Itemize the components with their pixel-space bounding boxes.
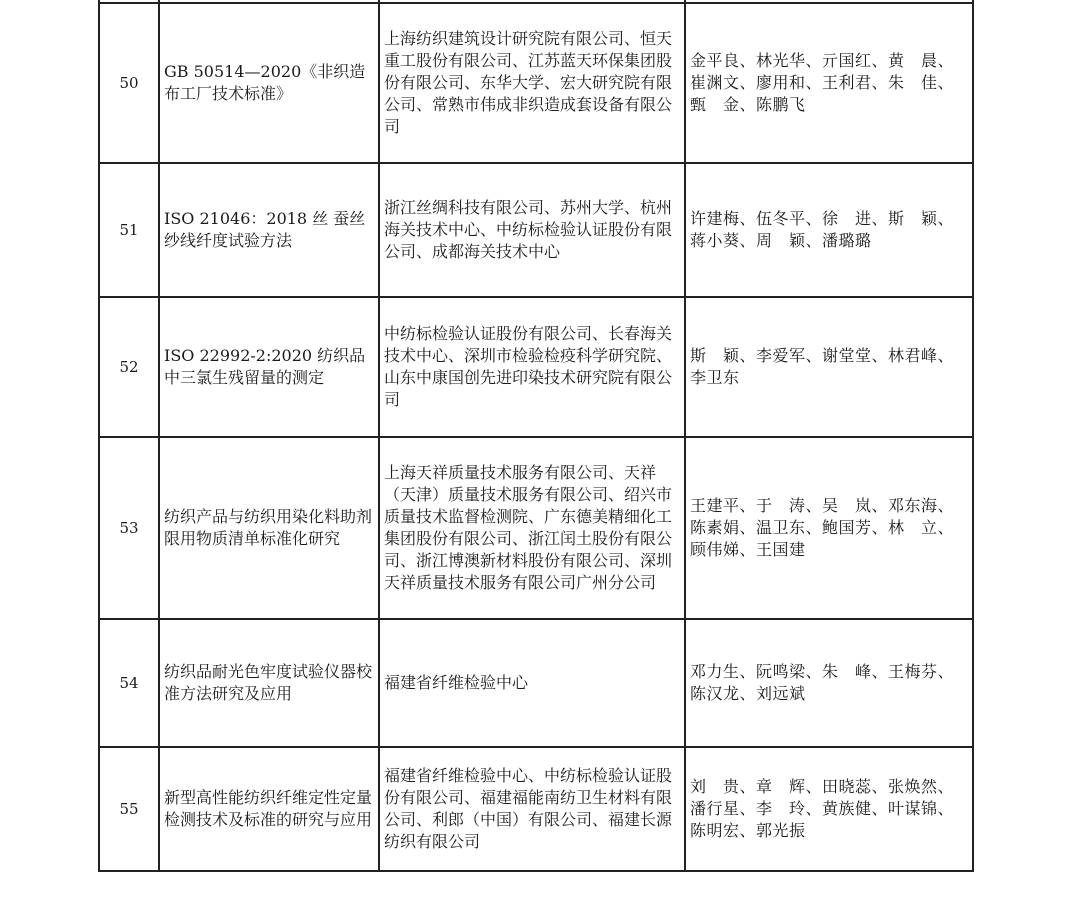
organizations: 上海天祥质量技术服务有限公司、天祥（天津）质量技术服务有限公司、绍兴市质量技术监督检测院、广东德美精细化工集团股份有限公司、浙江闰土股份有限公司、浙江博澳新材料股份有限公司、深圳天祥质量技术服务有限公司广州分公司 [379,437,685,619]
project-name: ISO 22992-2:2020 纺织品中三氯生残留量的测定 [159,297,379,437]
organizations: 浙江丝绸科技有限公司、苏州大学、杭州海关技术中心、中纺标检验认证股份有限公司、成都海关技术中心 [379,163,685,297]
organizations: 上海纺织建筑设计研究院有限公司、恒天重工股份有限公司、江苏蓝天环保集团股份有限公司、东华大学、宏大研究院有限公司、常熟市伟成非织造成套设备有限公司 [379,3,685,163]
contributors: 刘 贵、章 辉、田晓蕊、张焕然、潘行星、李 玲、黄族健、叶谋锦、陈明宏、郭光振 [685,747,973,871]
project-name: GB 50514—2020《非织造布工厂技术标准》 [159,3,379,163]
awards-table [98,0,974,872]
organizations: 福建省纤维检验中心、中纺标检验认证股份有限公司、福建福能南纺卫生材料有限公司、利郎（中国）有限公司、福建长源纺织有限公司 [379,747,685,871]
project-name: ISO 21046：2018 丝 蚕丝纱线纤度试验方法 [159,163,379,297]
contributors: 邓力生、阮鸣梁、朱 峰、王梅芬、陈汉龙、刘远斌 [685,619,973,747]
awards-table-container [98,0,972,872]
table-row [99,619,973,747]
organizations: 中纺标检验认证股份有限公司、长春海关技术中心、深圳市检验检疫科学研究院、山东中康国创先进印染技术研究院有限公司 [379,297,685,437]
table-row [99,437,973,619]
table-row [99,297,973,437]
contributors: 斯 颖、李爱军、谢堂堂、林君峰、李卫东 [685,297,973,437]
project-name: 纺织产品与纺织用染化料助剂限用物质清单标准化研究 [159,437,379,619]
row-number: 51 [99,163,159,297]
organizations: 福建省纤维检验中心 [379,619,685,747]
table-row [99,3,973,163]
project-name: 纺织品耐光色牢度试验仪器校准方法研究及应用 [159,619,379,747]
table-row [99,747,973,871]
row-number: 53 [99,437,159,619]
project-name: 新型高性能纺织纤维定性定量检测技术及标准的研究与应用 [159,747,379,871]
row-number: 54 [99,619,159,747]
row-number: 55 [99,747,159,871]
contributors: 许建梅、伍冬平、徐 进、斯 颖、蒋小葵、周 颖、潘璐璐 [685,163,973,297]
table-row [99,163,973,297]
row-number: 52 [99,297,159,437]
contributors: 金平良、林光华、亓国红、黄 晨、崔渊文、廖用和、王利君、朱 佳、甄 金、陈鹏飞 [685,3,973,163]
row-number: 50 [99,3,159,163]
contributors: 王建平、于 涛、吴 岚、邓东海、陈素娟、温卫东、鲍国芳、林 立、顾伟娣、王国建 [685,437,973,619]
